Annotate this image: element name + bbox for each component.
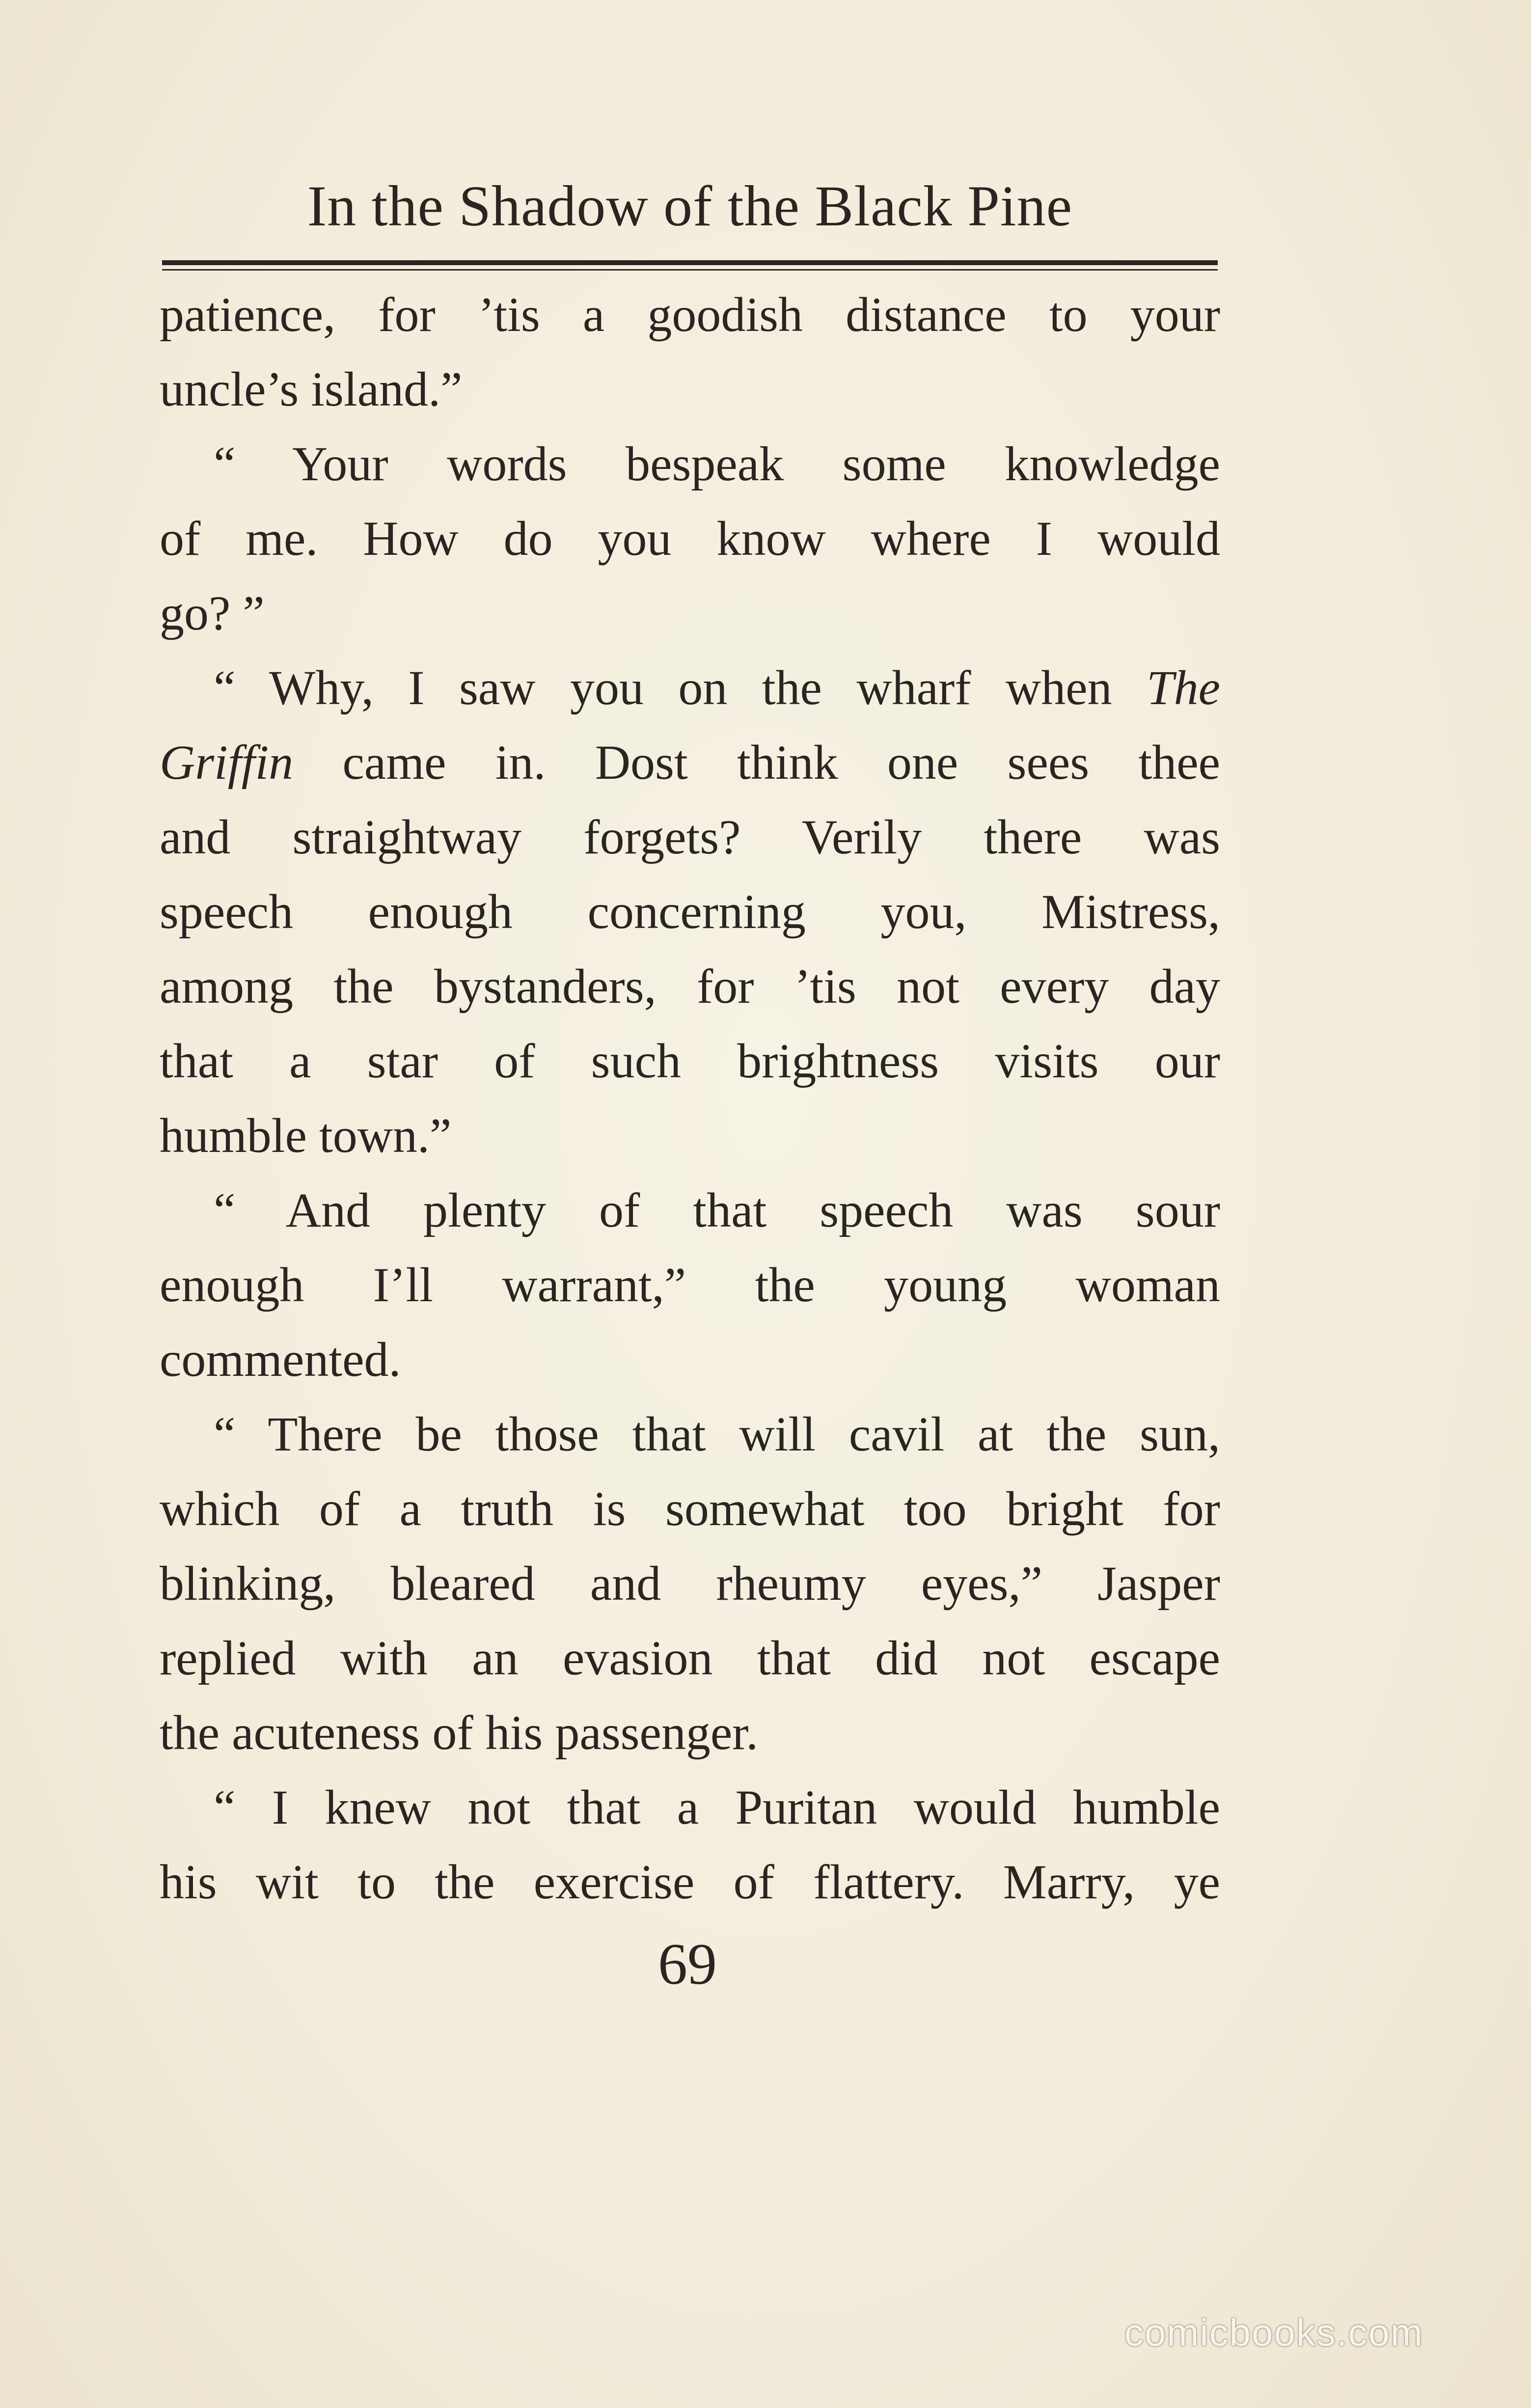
ship-name-part-1: The [1147,660,1220,715]
text-line-7 [160,725,1220,800]
text-line-22: his wit to the exercise of flattery. Marry, ye [160,1855,1220,1909]
text-line-12: humble town.” [160,1108,452,1163]
text-line-20: the acuteness of his passenger. [160,1705,759,1760]
text-line-9: speech enough concerning you, Mistress, [160,884,1220,939]
ship-name-part-2: Griffin [160,735,294,790]
text-line-10: among the bystanders, for ’tis not every day [160,959,1220,1013]
text-line-4: of me. How do you know where I would [160,511,1220,566]
body-text [160,277,1220,1919]
text-line-21: “ I knew not that a Puritan would humble [214,1780,1220,1834]
text-line-6-lead: “ Why, I saw you on the wharf when [214,660,1147,715]
text-line-14: enough I’ll warrant,” the young woman [160,1258,1220,1312]
text-line-1: patience, for ’tis a goodish distance to your [160,287,1220,342]
text-line-19: replied with an evasion that did not escape [160,1631,1220,1685]
text-line-16: “ There be those that will cavil at the sun, [214,1407,1220,1461]
text-line-13: “ And plenty of that speech was sour [214,1183,1220,1237]
text-line-6 [160,651,1220,725]
text-line-15: commented. [160,1332,401,1387]
text-line-18: blinking, bleared and rheumy eyes,” Jasper [160,1556,1220,1611]
header-rule [162,260,1218,271]
page-number: 69 [658,1931,717,1997]
text-line-7-rest: came in. Dost think one sees thee [293,735,1220,790]
text-line-3: “ Your words bespeak some knowledge [214,437,1220,491]
text-line-2: uncle’s island.” [160,362,463,416]
text-line-8: and straightway forgets? Verily there was [160,810,1220,864]
text-line-17: which of a truth is somewhat too bright for [160,1481,1220,1536]
watermark: comicbooks.com [1124,2311,1423,2354]
text-line-5: go? ” [160,586,265,640]
running-head-title: In the Shadow of the Black Pine [307,174,1073,238]
text-line-11: that a star of such brightness visits our [160,1034,1220,1088]
